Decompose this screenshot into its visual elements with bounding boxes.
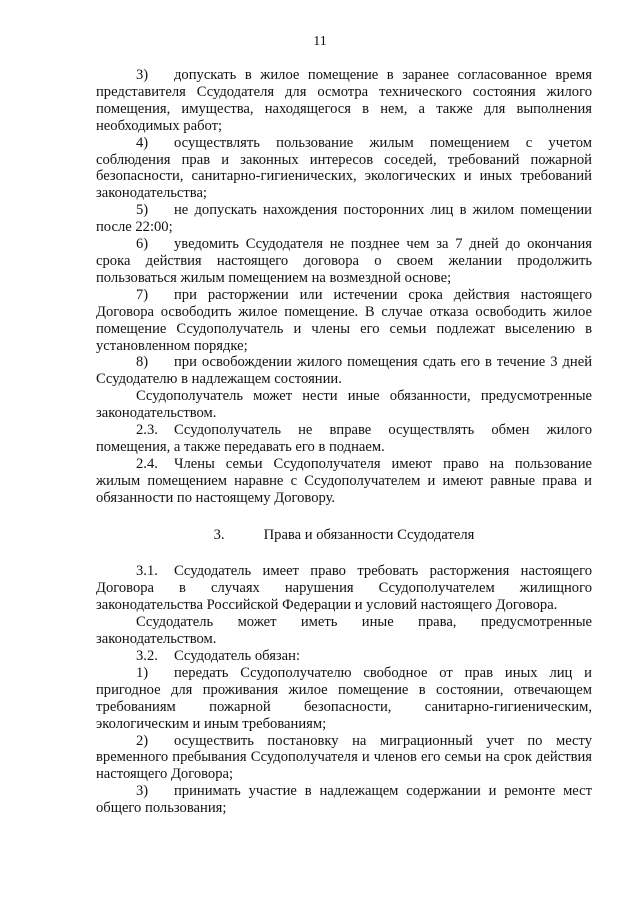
item-number: 8) bbox=[136, 354, 149, 371]
section-number: 3. bbox=[213, 526, 225, 543]
list-item bbox=[96, 236, 592, 287]
list-item bbox=[96, 783, 592, 817]
item-number: 1) bbox=[136, 664, 149, 681]
clause-text: Члены семьи Ссудополучателя имеют право на пользование жилым помещением наравне с Ссудополучателем и имеют равные права и обязанности по настоящему Договору. bbox=[96, 455, 592, 506]
clause-3-2 bbox=[96, 648, 592, 665]
list-item bbox=[96, 202, 592, 236]
clause-text: Ссудодатель имеет право требовать расторжения настоящего Договора в случаях нарушения Ссудополучателем жилищного законодательства Российской Федерации и условий настоящего Договора. bbox=[96, 563, 592, 614]
item-text: осуществлять пользование жилым помещением с учетом соблюдения прав и законных интересов соседей, требований пожарной безопасности, санитарно-гигиенических, экологических и иных требований законодательства; bbox=[96, 134, 592, 202]
clause-number: 3.2. bbox=[136, 648, 158, 664]
list-item bbox=[96, 135, 592, 203]
paragraph-other-rights: Ссудодатель может иметь иные права, предусмотренные законодательством. bbox=[96, 614, 592, 648]
clause-number: 2.3. bbox=[136, 422, 158, 439]
clause-number: 2.4. bbox=[136, 455, 158, 472]
clause-2-4 bbox=[96, 456, 592, 507]
item-text: не допускать нахождения посторонних лиц в жилом помещении после 22:00; bbox=[96, 202, 592, 236]
clause-text: Ссудополучатель не вправе осуществлять обмен жилого помещения, а также передавать его в поднаем. bbox=[96, 422, 592, 455]
item-number: 3) bbox=[136, 67, 149, 83]
item-text: передать Ссудополучателю свободное от прав иных лиц и пригодное для проживания жилое помещение в состоянии, отвечающем требованиям пожарной безопасности, санитарно-гигиеническим, экологическим и иным требованиям; bbox=[96, 664, 592, 732]
list-item bbox=[96, 354, 592, 388]
clause-text: Ссудодатель обязан: bbox=[174, 648, 301, 664]
list-item bbox=[96, 67, 592, 135]
section-heading bbox=[96, 527, 592, 544]
list-item bbox=[96, 733, 592, 784]
item-text: принимать участие в надлежащем содержании и ремонте мест общего пользования; bbox=[96, 783, 592, 817]
paragraph-other-duties: Ссудополучатель может нести иные обязанности, предусмотренные законодательством. bbox=[96, 388, 592, 422]
list-item bbox=[96, 287, 592, 355]
clause-2-3 bbox=[96, 422, 592, 456]
list-item bbox=[96, 665, 592, 733]
item-text: уведомить Ссудодателя не позднее чем за 7 дней до окончания срока действия настоящего договора о своем желании продолжить пользоваться жилым помещением на возмездной основе; bbox=[96, 236, 592, 286]
clause-3-1 bbox=[96, 563, 592, 614]
section-title: Права и обязанности Ссудодателя bbox=[263, 526, 475, 543]
item-number: 3) bbox=[136, 783, 149, 800]
clause-number: 3.1. bbox=[136, 563, 158, 580]
item-number: 6) bbox=[136, 236, 149, 253]
item-number: 4) bbox=[136, 134, 149, 151]
item-text: при расторжении или истечении срока действия настоящего Договора освободить жилое помещение. В случае отказа освободить жилое помещение Ссудополучатель и члены его семьи подлежат выселению в установленном порядке; bbox=[96, 286, 592, 354]
item-number: 2) bbox=[136, 732, 149, 749]
item-number: 5) bbox=[136, 202, 149, 219]
item-text: допускать в жилое помещение в заранее согласованное время представителя Ссудодателя для осмотра технического состояния жилого помещения, имущества, находящегося в нем, а также для выполнения необходимых работ; bbox=[96, 67, 592, 134]
item-number: 7) bbox=[136, 286, 149, 303]
item-text: осуществить постановку на миграционный учет по месту временного пребывания Ссудополучателя и членов его семьи на срок действия настоящего Договора; bbox=[96, 732, 592, 783]
document-body bbox=[96, 67, 592, 817]
page-number: 11 bbox=[313, 34, 327, 49]
item-text: при освобождении жилого помещения сдать его в течение 3 дней Ссудодателю в надлежащем состоянии. bbox=[96, 354, 592, 388]
